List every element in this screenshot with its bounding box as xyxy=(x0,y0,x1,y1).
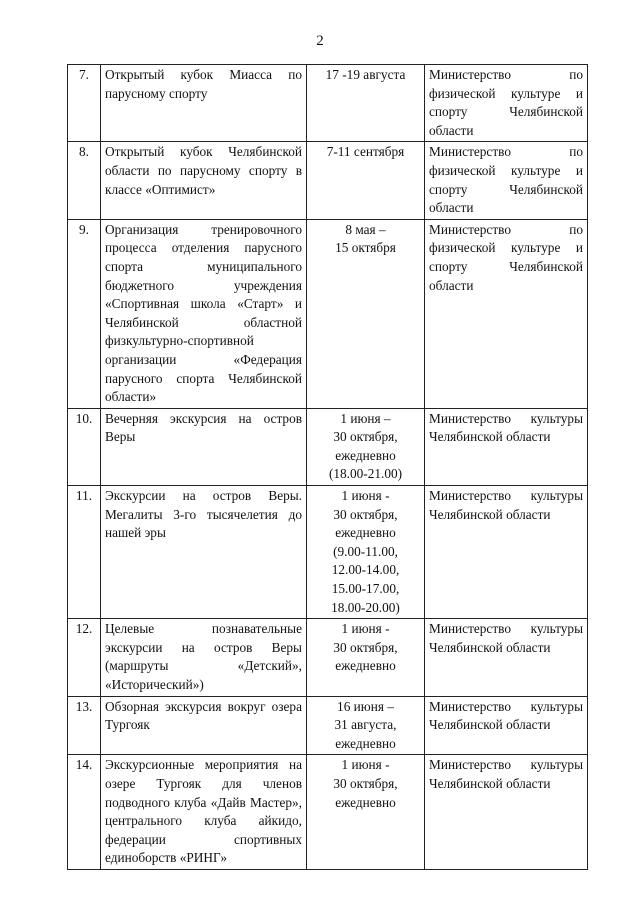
responsible-organization: Министерство культуры Челябинской области xyxy=(425,486,588,619)
event-name: Обзорная экскурсия вокруг озера Тургояк xyxy=(101,696,307,755)
event-dates: 1 июня - 30 октября, ежедневно xyxy=(307,619,425,696)
table-row xyxy=(68,696,588,755)
event-name: Открытый кубок Челябинской области по парусному спорту в классе «Оптимист» xyxy=(101,142,307,219)
event-name: Организация тренировочного процесса отделения парусного спорта муниципального бюджетного учреждения «Спортивная школа «Старт» и Челябинской областной физкультурно-спортивной организации «Федерация парусного спорта Челябинской области» xyxy=(101,219,307,408)
responsible-organization: Министерство по физической культуре и спорту Челябинской области xyxy=(425,219,588,408)
event-name: Экскурсии на остров Веры. Мегалиты 3-го тысячелетия до нашей эры xyxy=(101,486,307,619)
event-name: Целевые познавательные экскурсии на остров Веры (маршруты «Детский», «Исторический») xyxy=(101,619,307,696)
event-dates: 1 июня - 30 октября, ежедневно xyxy=(307,755,425,870)
table-row xyxy=(68,408,588,485)
event-dates: 16 июня – 31 августа, ежедневно xyxy=(307,696,425,755)
table-row xyxy=(68,755,588,870)
event-dates: 1 июня - 30 октября, ежедневно (9.00-11.00, 12.00-14.00, 15.00-17.00, 18.00-20.00) xyxy=(307,486,425,619)
row-number: 12. xyxy=(68,619,101,696)
event-name: Экскурсионные мероприятия на озере Тургояк для членов подводного клуба «Дайв Мастер», центрального клуба айкидо, федерации спортивных единоборств «РИНГ» xyxy=(101,755,307,870)
table-row xyxy=(68,219,588,408)
responsible-organization: Министерство культуры Челябинской области xyxy=(425,696,588,755)
table-row xyxy=(68,65,588,142)
row-number: 10. xyxy=(68,408,101,485)
row-number: 8. xyxy=(68,142,101,219)
row-number: 14. xyxy=(68,755,101,870)
responsible-organization: Министерство культуры Челябинской области xyxy=(425,408,588,485)
event-name: Вечерняя экскурсия на остров Веры xyxy=(101,408,307,485)
event-dates: 1 июня – 30 октября, ежедневно (18.00-21.00) xyxy=(307,408,425,485)
event-dates: 17 -19 августа xyxy=(307,65,425,142)
event-dates: 8 мая – 15 октября xyxy=(307,219,425,408)
event-dates: 7-11 сентября xyxy=(307,142,425,219)
responsible-organization: Министерство культуры Челябинской области xyxy=(425,755,588,870)
row-number: 11. xyxy=(68,486,101,619)
table-row xyxy=(68,486,588,619)
responsible-organization: Министерство по физической культуре и спорту Челябинской области xyxy=(425,65,588,142)
responsible-organization: Министерство по физической культуре и спорту Челябинской области xyxy=(425,142,588,219)
responsible-organization: Министерство культуры Челябинской области xyxy=(425,619,588,696)
events-table xyxy=(67,64,588,870)
table-row xyxy=(68,142,588,219)
row-number: 9. xyxy=(68,219,101,408)
row-number: 13. xyxy=(68,696,101,755)
event-name: Открытый кубок Миасса по парусному спорту xyxy=(101,65,307,142)
table-row xyxy=(68,619,588,696)
row-number: 7. xyxy=(68,65,101,142)
page-number: 2 xyxy=(316,33,324,49)
